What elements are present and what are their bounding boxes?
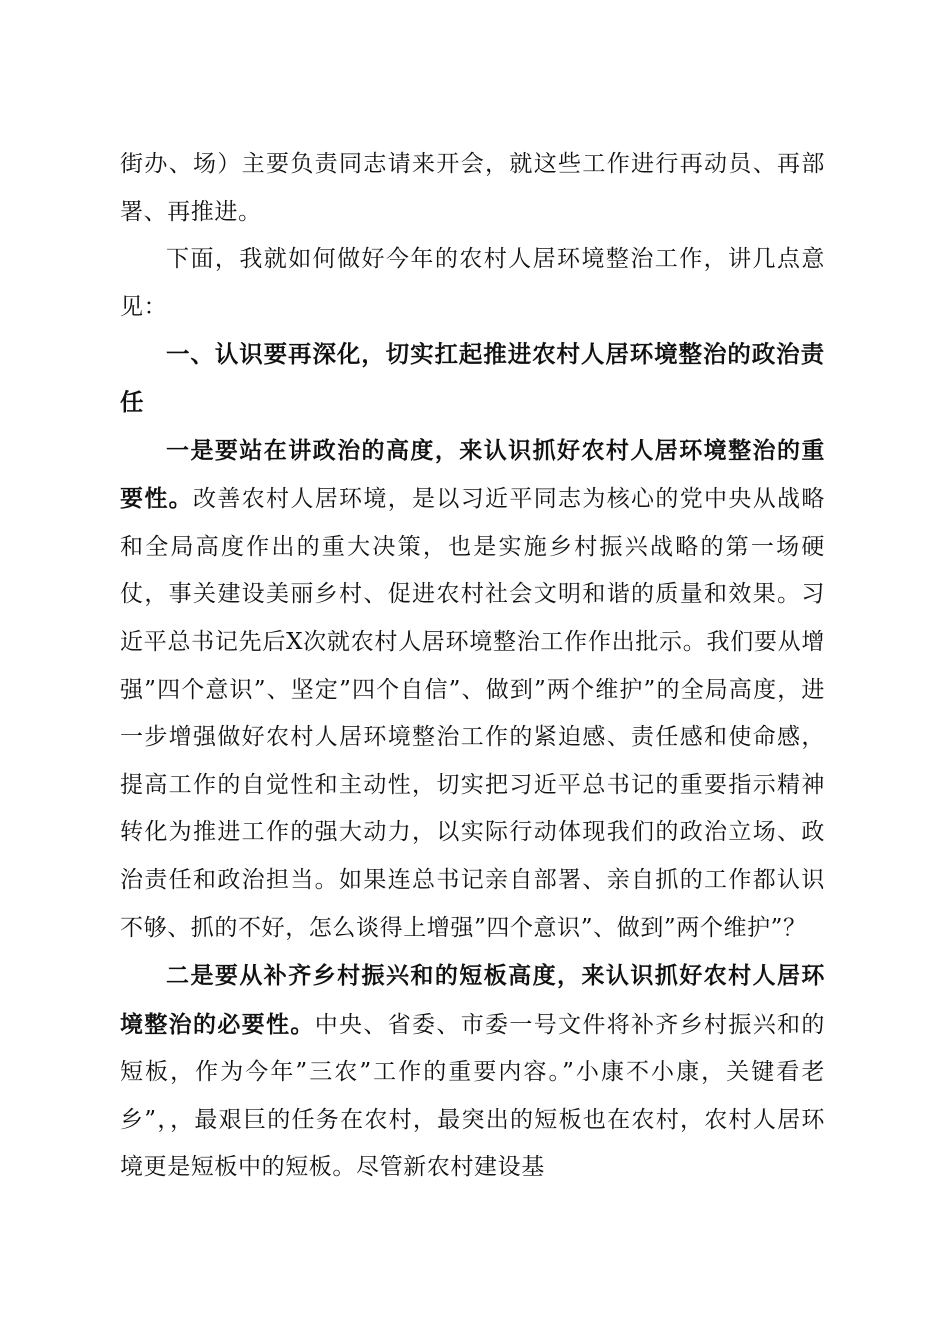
paragraph-intro: 下面，我就如何做好今年的农村人居环境整治工作，讲几点意见： — [120, 246, 825, 320]
section-heading: 一、认识要再深化，切实扛起推进农村人居环境整治的政治责任 — [120, 340, 825, 416]
paragraph-point-one — [120, 427, 825, 953]
point-two-lead: 二是要从补齐乡村振兴和的短板高度，来认识抓好农村人居环境整治的必要性。 — [120, 962, 825, 1038]
point-one-body: 改善农村人居环境，是以习近平同志为核心的党中央从战略和全局高度作出的重大决策，也是实施乡村振兴战略的第一场硬仗，事关建设美丽乡村、促进农村社会文明和谐的质量和效果。习近平总书记先后X次就农村人居环境整治工作作出批示。我们要从增强”四个意识”、坚定”四个自信”、做到”两个维护”的全局高度，进一步增强做好农村人居环境整治工作的紧迫感、责任感和使命感，提高工作的自觉性和主动性，切实把习近平总书记的重要指示精神转化为推进工作的强大动力，以实际行动体现我们的政治立场、政治责任和政治担当。如果连总书记亲自部署、亲自抓的工作都认识不够、抓的不好，怎么谈得上增强”四个意识”、做到”两个维护”？ — [120, 486, 825, 941]
document-body — [120, 141, 825, 1192]
point-one-lead: 一是要站在讲政治的高度，来认识抓好农村人居环境整治的重要性。 — [120, 436, 825, 513]
point-two-body: 中央、省委、市委一号文件将补齐乡村振兴和的短板，作为今年”三农”工作的重要内容。”小康不小康，关键看老乡”，，最艰巨的任务在农村，最突出的短板也在农村，农村人居环境更是短板中的短板。尽管新农村建设基 — [120, 1011, 825, 1181]
paragraph-point-two — [120, 952, 825, 1192]
paragraph-continuation: 街办、场）主要负责同志请来开会，就这些工作进行再动员、再部署、再推进。 — [120, 151, 825, 225]
